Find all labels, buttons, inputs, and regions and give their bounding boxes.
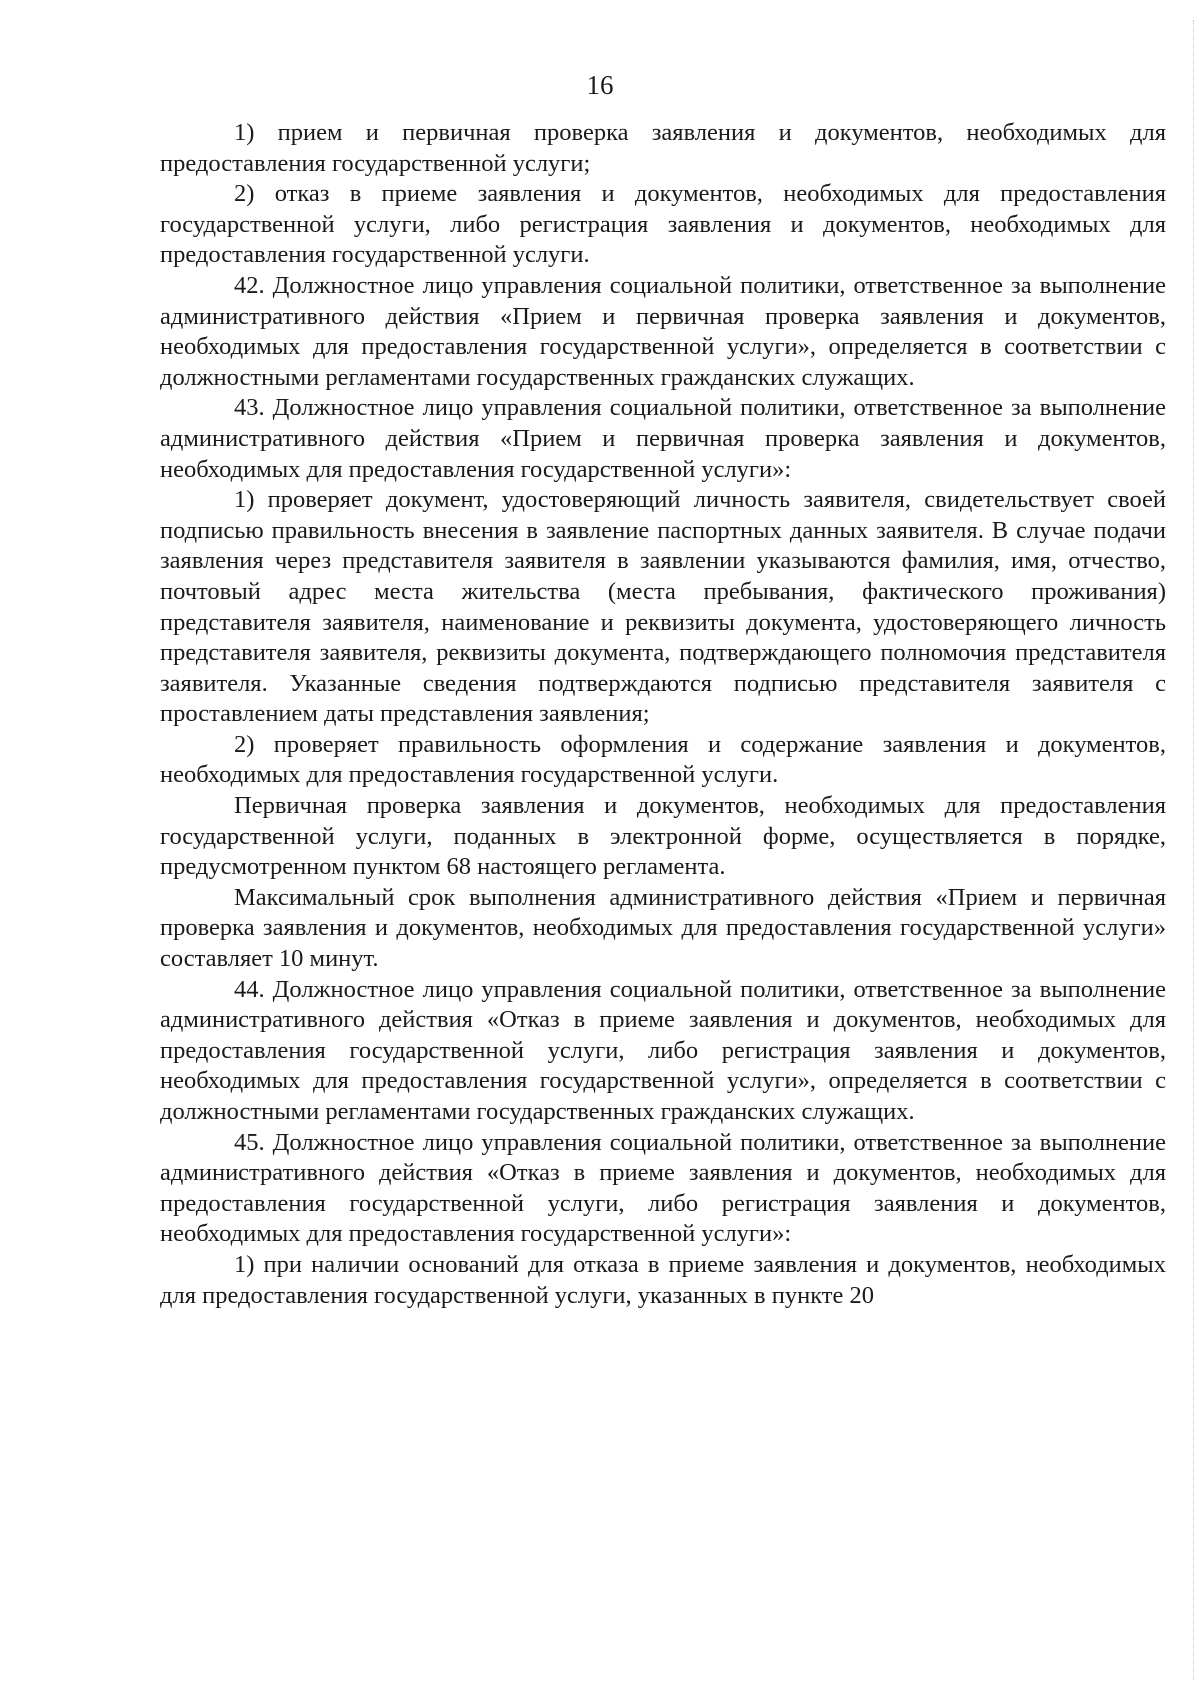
paragraph-43-item-2: 2) проверяет правильность оформления и содержание заявления и документов, необходимых для предоставления государственной услуги. <box>160 730 1166 789</box>
paragraph-clause-44: 44. Должностное лицо управления социальной политики, ответственное за выполнение административного действия «Отказ в приеме заявления и документов, необходимых для предоставления государственной услуги, либо регистрация заявления и документов, необходимых для предоставления государственной услуги», определяется в соответствии с должностными регламентами государственных гражданских служащих. <box>160 975 1166 1125</box>
page-number: 16 <box>586 70 614 100</box>
paragraph-clause-45: 45. Должностное лицо управления социальной политики, ответственное за выполнение административного действия «Отказ в приеме заявления и документов, необходимых для предоставления государственной услуги, либо регистрация заявления и документов, необходимых для предоставления государственной услуги»: <box>160 1128 1166 1248</box>
paragraph-clause-43: 43. Должностное лицо управления социальной политики, ответственное за выполнение административного действия «Прием и первичная проверка заявления и документов, необходимых для предоставления государственной услуги»: <box>160 394 1166 483</box>
paragraph-item-1: 1) прием и первичная проверка заявления и документов, необходимых для предоставления государственной услуги; <box>160 119 1166 177</box>
paragraph-45-item-1: 1) при наличии оснований для отказа в приеме заявления и документов, необходимых для предоставления государственной услуги, указанных в пункте 20 <box>160 1250 1166 1309</box>
paragraph-item-2: 2) отказ в приеме заявления и документов, необходимых для предоставления государственной услуги, либо регистрация заявления и документов, необходимых для предоставления государственной услуги. <box>160 180 1166 269</box>
paragraph-max-duration: Максимальный срок выполнения административного действия «Прием и первичная проверка заявления и документов, необходимых для предоставления государственной услуги» составляет 10 минут. <box>160 883 1166 973</box>
paragraph-43-item-1: 1) проверяет документ, удостоверяющий личность заявителя, свидетельствует своей подписью правильность внесения в заявление паспортных данных заявителя. В случае подачи заявления через представителя заявителя в заявлении указываются фамилия, имя, отчество, почтовый адрес места жительства (места пребывания, фактического проживания) представителя заявителя, наименование и реквизиты документа, удостоверяющего личность представителя заявителя, реквизиты документа, подтверждающего полномочия представителя заявителя. Указанные сведения подтверждаются подписью представителя заявителя с проставлением даты представления заявления; <box>160 486 1166 728</box>
paragraph-electronic-check: Первичная проверка заявления и документов, необходимых для предоставления государственной услуги, поданных в электронной форме, осуществляется в порядке, предусмотренном пунктом 68 настоящего регламента. <box>160 792 1166 881</box>
scan-edge-line <box>1193 20 1194 1680</box>
document-body <box>160 118 1166 1311</box>
paragraph-clause-42: 42. Должностное лицо управления социальной политики, ответственное за выполнение административного действия «Прием и первичная проверка заявления и документов, необходимых для предоставления государственной услуги», определяется в соответствии с должностными регламентами государственных гражданских служащих. <box>160 271 1166 391</box>
